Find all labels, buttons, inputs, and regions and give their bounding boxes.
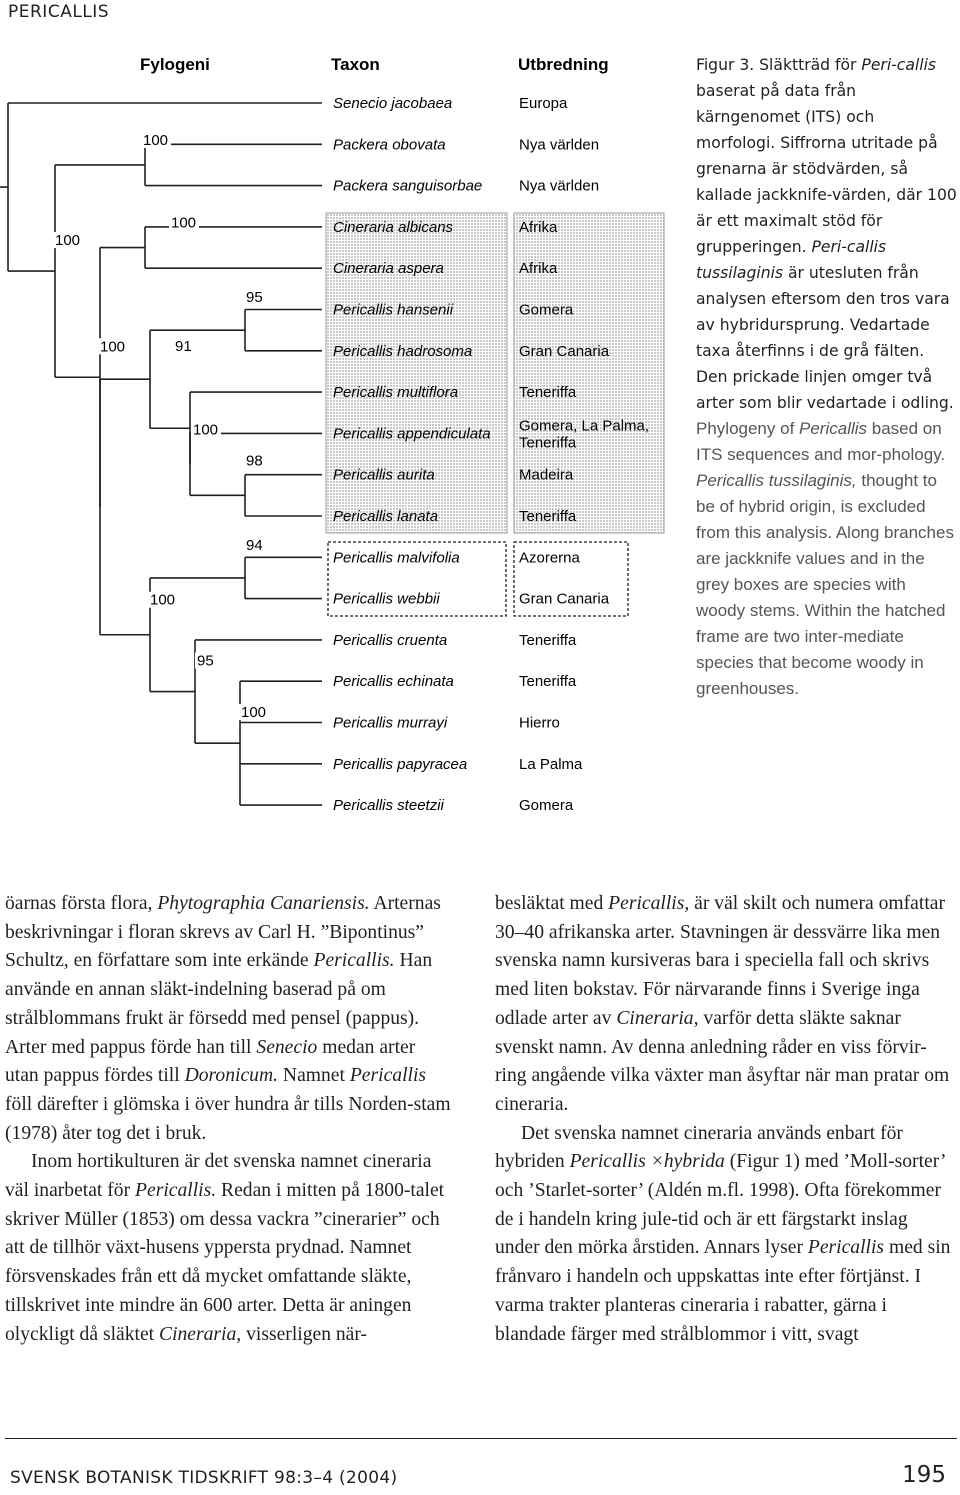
paragraph: besläktat med Pericallis, är väl skilt och numera omfattar 30–40 afrikanska arter. Stavningen är dessvärre lika men svenska namn kursiveras bara i speciella fall och skrivs med liten bokstav. För närvarande finns i Sverige inga odlade arter av Cineraria, varför detta släkte saknar svenskt namn. Av denna anledning råder en viss förvir-ring angående vilka växter man åsyftar när man pratar om cineraria.: [495, 893, 950, 1115]
distribution-label: Madeira: [519, 466, 574, 484]
jackknife-labels: [53, 132, 274, 721]
distribution-label: Teneriffa: [519, 673, 577, 691]
paragraph: öarnas första flora, Phytographia Canariensis. Arternas beskrivningar i floran skrevs av Carl H. ”Bipontinus” Schultz, en författare som inte erkände Pericallis. Han använde en annan släkt-indelning baserad på om strålblommans frukt är försedd med pensel (pappus). Arter med pappus förde han till Senecio medan arter utan pappus fördes till Doronicum. Namnet Pericallis föll därefter i glömska i över hundra år tills Norden-stam (1978) åter tog det i bruk.: [5, 893, 451, 1144]
distribution-label: Azorerna: [519, 549, 580, 567]
taxon-label: Pericallis cruenta: [333, 631, 448, 649]
body-column-right: [495, 890, 951, 1349]
distribution-label: Teneriffa: [519, 508, 577, 525]
taxon-label: Senecio jacobaea: [333, 95, 453, 112]
figure-caption: [696, 52, 958, 702]
distribution-label: Gomera: [519, 797, 574, 815]
header-distribution: Utbredning: [518, 55, 609, 74]
taxon-label: Packera sanguisorbae: [333, 177, 483, 195]
distribution-label: Gomera, La Palma,: [519, 417, 650, 435]
distribution-label: Teneriffa: [519, 384, 577, 402]
jackknife-value: 95: [197, 652, 214, 670]
footer-journal: SVENSK BOTANISK TIDSKRIFT 98:3–4 (2004): [10, 1468, 398, 1488]
jackknife-value: 100: [193, 421, 219, 439]
distribution-label: Afrika: [519, 260, 558, 278]
jackknife-value: 98: [246, 452, 263, 470]
distribution-label: La Palma: [519, 755, 583, 773]
taxon-label: Pericallis lanata: [333, 508, 439, 525]
jackknife-value: 95: [246, 289, 263, 307]
distribution-label: Nya världen: [519, 136, 600, 154]
taxon-label: Pericallis papyracea: [333, 755, 468, 773]
distribution-label: Hierro: [519, 714, 560, 732]
jackknife-value: 94: [246, 536, 263, 554]
running-head: PERICALLIS: [8, 2, 110, 22]
distribution-label: Gomera: [519, 301, 574, 319]
distribution-label: Gran Canaria: [519, 342, 610, 360]
taxon-label: Pericallis webbii: [333, 590, 440, 608]
footer-rule: [5, 1438, 957, 1439]
taxon-label: Pericallis echinata: [333, 673, 454, 691]
taxon-label: Pericallis multiflora: [333, 384, 459, 402]
taxon-label: Cineraria aspera: [333, 260, 444, 278]
distribution-label: Gran Canaria: [519, 590, 610, 608]
header-phylogeny: Fylogeni: [140, 55, 210, 74]
caption-english: Phylogeny of Pericallis based on ITS sequences and mor-phology. Pericallis tussilaginis, thought to be of hybrid origin, is excluded from this analysis. Along branches are jackknife values and in the grey boxes are species with woody stems. Within the hatched frame are two inter-mediate species that become woody in greenhouses.: [696, 419, 954, 698]
jackknife-value: 100: [150, 591, 176, 609]
phylogeny-figure: [0, 40, 680, 830]
jackknife-value: 100: [241, 704, 267, 722]
taxon-label: Pericallis hadrosoma: [333, 342, 473, 360]
taxon-label: Pericallis steetzii: [333, 797, 444, 815]
distribution-label: Europa: [519, 95, 568, 112]
taxon-label: Pericallis malvifolia: [333, 549, 460, 567]
distribution-label: Afrika: [519, 218, 558, 236]
body-column-left: [5, 890, 451, 1349]
distribution-label: Nya världen: [519, 177, 600, 195]
taxon-label: Pericallis appendiculata: [333, 425, 491, 443]
paragraph: Inom hortikulturen är det svenska namnet cineraria väl inarbetat för Pericallis. Redan i mitten på 1800-talet skriver Müller (1853) om dessa vackra ”cinerarier” och att de tillhör växt-husens yppersta prydnad. Namnet försvenskades från ett då mycket omfattande släkte, tillskrivet inte mindre än 600 arter. Detta är aningen olyckligt då släktet Cineraria, visserligen när-: [5, 1151, 445, 1345]
taxon-label: Pericallis hansenii: [333, 301, 454, 319]
taxon-label: Packera obovata: [333, 136, 446, 154]
distribution-label: Teneriffa: [519, 631, 577, 649]
jackknife-value: 100: [143, 131, 169, 149]
header-taxon: Taxon: [331, 55, 380, 74]
jackknife-value: 100: [55, 232, 81, 250]
jackknife-value: 91: [175, 338, 192, 356]
paragraph: Det svenska namnet cineraria används enbart för hybriden Pericallis ×hybrida (Figur 1) med ’Moll-sorter’ och ’Starlet-sorter’ (Aldén m.fl. 1998). Ofta förekommer de i handeln kring jule-tid och är ett färgstarkt inslag under den mörka årstiden. Annars lyser Pericallis med sin frånvaro i handeln och uppskattas inte efter förtjänst. I varma trakter planteras cineraria i rabatter, gärna i blandade färger med strålblommor i vitt, svagt: [495, 1122, 951, 1345]
distribution-label: Teneriffa: [519, 434, 577, 452]
taxon-label: Pericallis aurita: [333, 466, 435, 484]
jackknife-value: 100: [100, 338, 126, 356]
jackknife-value: 100: [171, 214, 197, 232]
taxon-label: Pericallis murrayi: [333, 714, 448, 732]
page-number: 195: [902, 1462, 946, 1488]
caption-swedish: Figur 3. Släktträd för Peri-callis baserat på data från kärngenomet (ITS) och morfologi. Siffrorna utritade på grenarna är stödvärden, så kallade jackknife-värden, där 100 är ett maximalt stöd för grupperingen. Peri-callis tussilaginis är utesluten från analysen eftersom den tros vara av hybridursprung. Vedartade taxa återfinns i de grå fälten. Den prickade linjen omger två arter som blir vedartade i odling.: [696, 56, 957, 412]
taxon-label: Cineraria albicans: [333, 218, 454, 236]
